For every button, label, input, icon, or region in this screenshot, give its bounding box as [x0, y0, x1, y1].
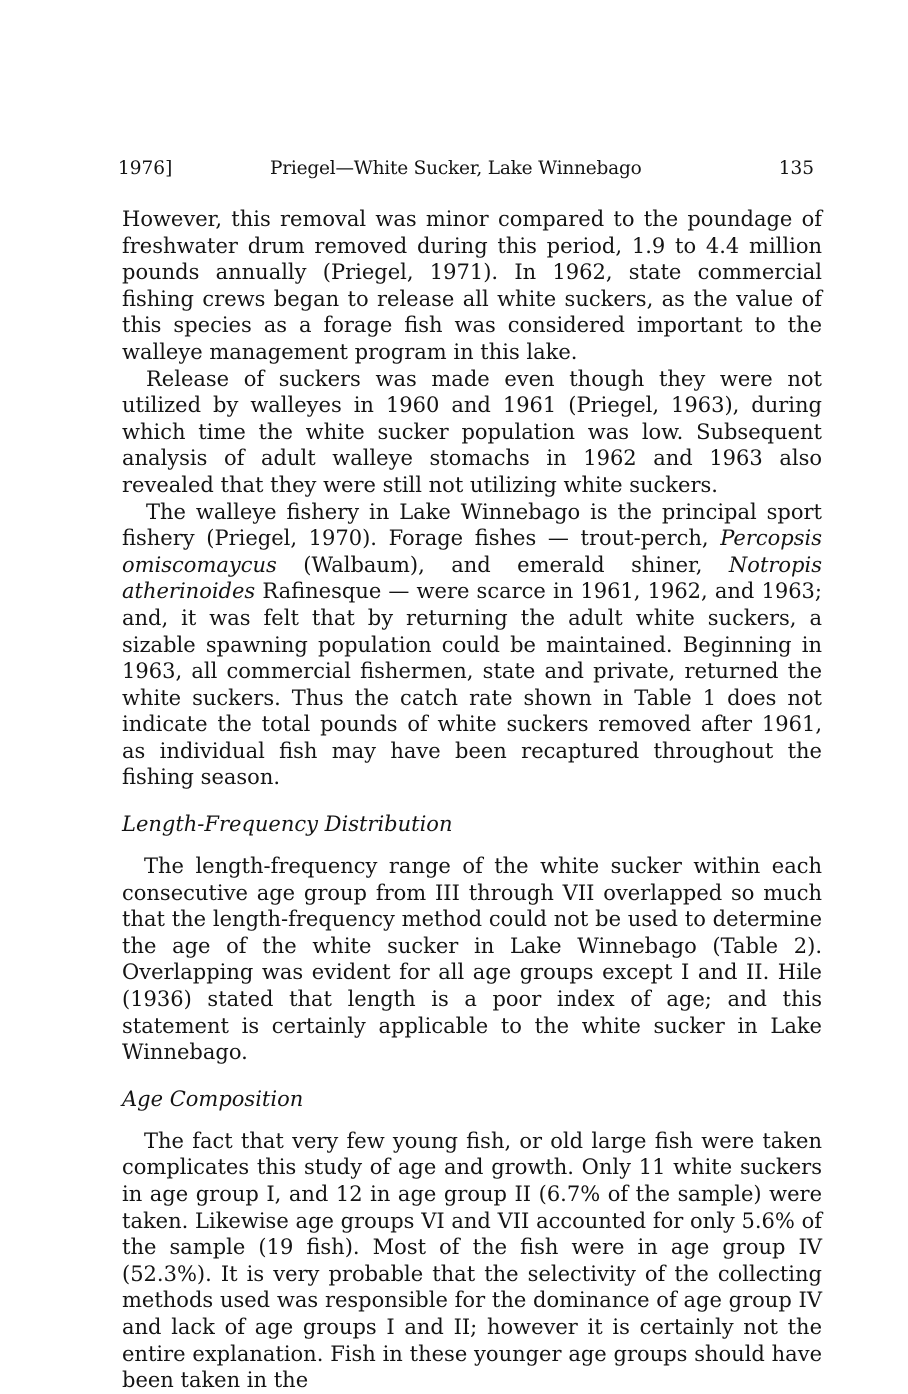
body-text	[122, 206, 822, 1394]
header-running-title: Priegel—White Sucker, Lake Winnebago	[270, 158, 642, 179]
paragraph-length-frequency: The length-frequency range of the white sucker within each consecutive age group from III through VII overlapped so much that the length-frequency method could not be used to determine the age of the white sucker in Lake Winnebago (Table 2). Overlapping was evident for all age groups except I and II. Hile (1936) stated that length is a poor index of age; and this statement is certainly applicable to the white sucker in Lake Winnebago.	[122, 854, 822, 1065]
text-run: The walleye fishery in Lake Winnebago is the principal sport fishery (Priegel, 1970). Forage fishes — trout-perch,	[122, 499, 822, 551]
text-run: (Walbaum), and emerald shiner,	[276, 552, 729, 577]
page-number: 135	[778, 158, 814, 179]
paragraph-walleye-fishery	[122, 499, 822, 792]
text-run: Rafinesque — were scarce in 1961, 1962, and 1963; and, it was felt that by returning the adult white suckers, a sizable spawning population could be maintained. Beginning in 1963, all commercial fishermen, state and private, returned the white suckers. Thus the catch rate shown in Table 1 does not indicate the total pounds of white suckers removed after 1961, as individual fish may have been recaptured throughout the fishing season.	[122, 579, 822, 790]
header-year: 1976]	[118, 158, 173, 179]
section-heading-length-frequency: Length-Frequency Distribution	[122, 812, 453, 837]
paragraph-age-composition: The fact that very few young fish, or old large fish were taken complicates this study of age and growth. Only 11 white suckers in age group I, and 12 in age group II (6.7% of the sample) were taken. Likewise age groups VI and VII accounted for only 5.6% of the sample (19 fish). Most of the fish were in age group IV (52.3%). It is very probable that the selectivity of the collecting methods used was responsible for the dominance of age group IV and lack of age groups I and II; however it is certainly not the entire explanation. Fish in these younger age groups should have been taken in the	[122, 1128, 822, 1393]
running-header	[118, 154, 818, 184]
section-heading-age-composition: Age Composition	[122, 1086, 304, 1111]
species-name-percopsis: Percopsis omiscomaycus	[122, 526, 822, 577]
paragraph-release-of-suckers: Release of suckers was made even though they were not utilized by walleyes in 1960 and 1961 (Priegel, 1963), during which time the white sucker population was low. Subsequent analysis of adult walleye stomachs in 1962 and 1963 also revealed that they were still not utilizing white suckers.	[122, 366, 822, 497]
species-name-notropis: Notropis atherinoides	[122, 552, 822, 604]
paragraph-continuation: However, this removal was minor compared to the poundage of freshwater drum removed during this period, 1.9 to 4.4 million pounds annually (Priegel, 1971). In 1962, state commercial fishing crews began to release all white suckers, as the value of this species as a forage fish was considered important to the walleye management program in this lake.	[122, 207, 822, 364]
